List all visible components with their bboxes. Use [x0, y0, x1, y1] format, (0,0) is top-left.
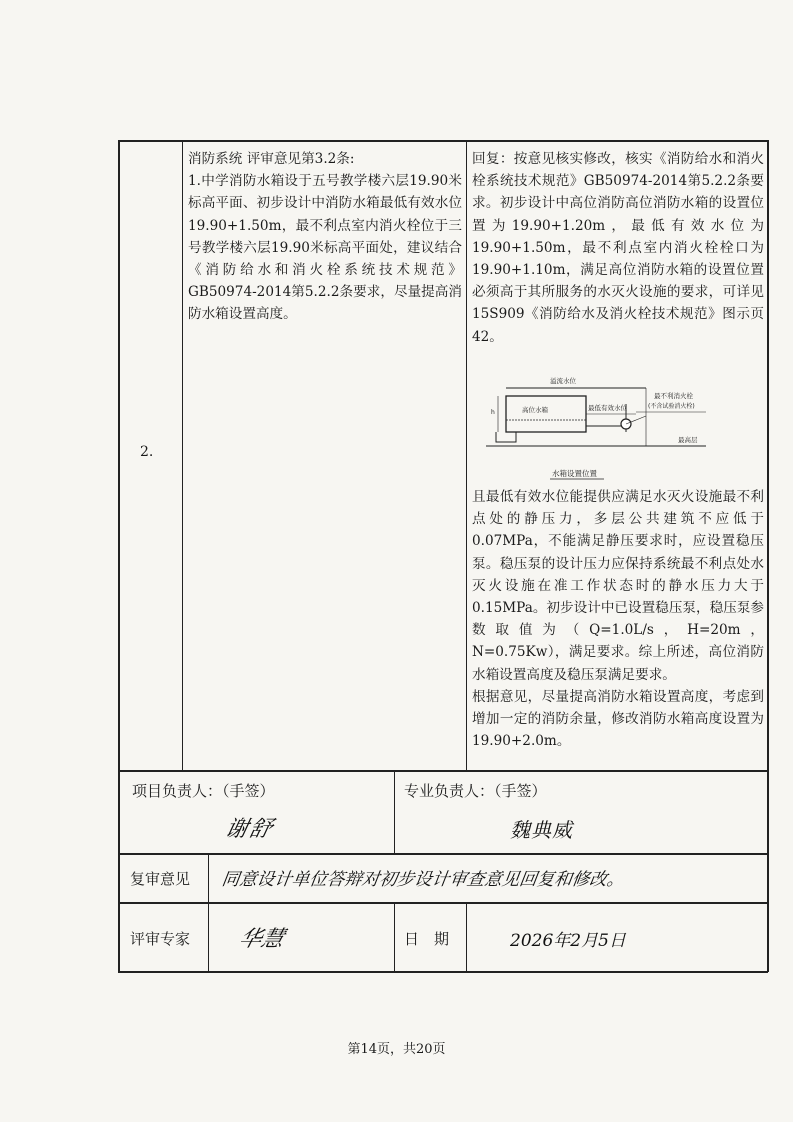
reply-text-bottom: 且最低有效水位能提供应满足水灭火设施最不利点处的静压力，多层公共建筑不应低于0.07MPa，不能满足静压要求时，应设置稳压泵。稳压泵的设计压力应保持系统最不利点处水灭火设施在准工作状态时的静水压力大于0.15MPa。初步设计中已设置稳压泵，稳压泵参数取值为（Q=1.0L/s，H=20m，N=0.75Kw），满足要求。综上所述，高位消防水箱设置高度及稳压泵满足要求。 根据意见，尽量提高消防水箱设置高度，考虑到增加一定的消防余量，修改消防水箱高度设置为19.90+2.0m。 [472, 489, 764, 750]
expert-signature: 华慧 [236, 927, 287, 952]
review-opinion-text: 消防系统 评审意见第3.2条: 1.中学消防水箱设于五号教学楼六层19.90米标高平面、初步设计中消防水箱最低有效水位19.90+1.50m，最不利点室内消火栓位于三号教学楼六层19.90米标高平面处，建议结合《消防给水和消火栓系统技术规范》GB50974-2014第5.2.2条要求，尽量提高消防水箱设置高度。 [188, 151, 462, 323]
diagram-caption: 水箱设置位置 [552, 469, 597, 478]
date-value: 2026年2月5日 [510, 931, 626, 951]
reply-text-top: 回复：按意见核实修改，核实《消防给水和消火栓系统技术规范》GB50974-2014第5.2.2条要求。初步设计中高位消防高位消防水箱的设置位置为19.90+1.20m，最低有效水位为19.90+1.50m，最不利点室内消火栓栓口为19.90+1.10m，满足高位消防水箱的设置位置必须高于其所服务的水灭火设施的要求，可详见15S909《消防给水及消火栓技术规范》图示页42。 [472, 151, 764, 345]
project-leader-label: 项目负责人：（手签） [132, 782, 275, 800]
col-divider-signoff-mid [394, 770, 395, 853]
row-divider-signoff [118, 770, 768, 772]
col-divider-review-label [208, 853, 209, 971]
table-border-left [118, 140, 120, 972]
label-overflow-level: 溢流水位 [550, 377, 576, 385]
label-worst-hydrant-sub: (不含试验消火栓) [648, 403, 695, 410]
row-divider-review [118, 853, 768, 855]
col-divider-date-value [466, 902, 467, 971]
page-footer: 第14页，共20页 [347, 1042, 446, 1057]
label-tank: 高位水箱 [522, 406, 548, 414]
label-h: h [491, 409, 495, 416]
discipline-leader-signature: 魏典威 [510, 818, 573, 842]
row-number: 2. [140, 444, 154, 460]
label-worst-hydrant: 最不利消火栓 [654, 392, 693, 400]
project-leader-signature: 谢舒 [222, 817, 277, 842]
expert-label: 评审专家 [130, 930, 191, 948]
tank-outlet-pipe [496, 432, 516, 442]
row-divider-expert [118, 902, 768, 904]
date-label: 日 期 [404, 930, 450, 948]
col-divider-num [182, 140, 183, 770]
review-label: 复审意见 [130, 870, 191, 888]
review-handwritten-text: 同意设计单位答辩对初步设计审查意见回复和修改。 [220, 870, 626, 890]
col-divider-date-label [394, 902, 395, 971]
label-min-level: 最低有效水位 [588, 404, 627, 412]
col-divider-opinion [466, 140, 467, 770]
label-top-floor: 最高层 [678, 436, 698, 444]
table-border-right [767, 140, 769, 972]
tank-shape [506, 396, 586, 432]
discipline-leader-label: 专业负责人：（手签） [404, 782, 547, 800]
table-border-top [118, 140, 768, 142]
table-border-bottom [118, 971, 768, 973]
water-tank-diagram [476, 366, 756, 484]
